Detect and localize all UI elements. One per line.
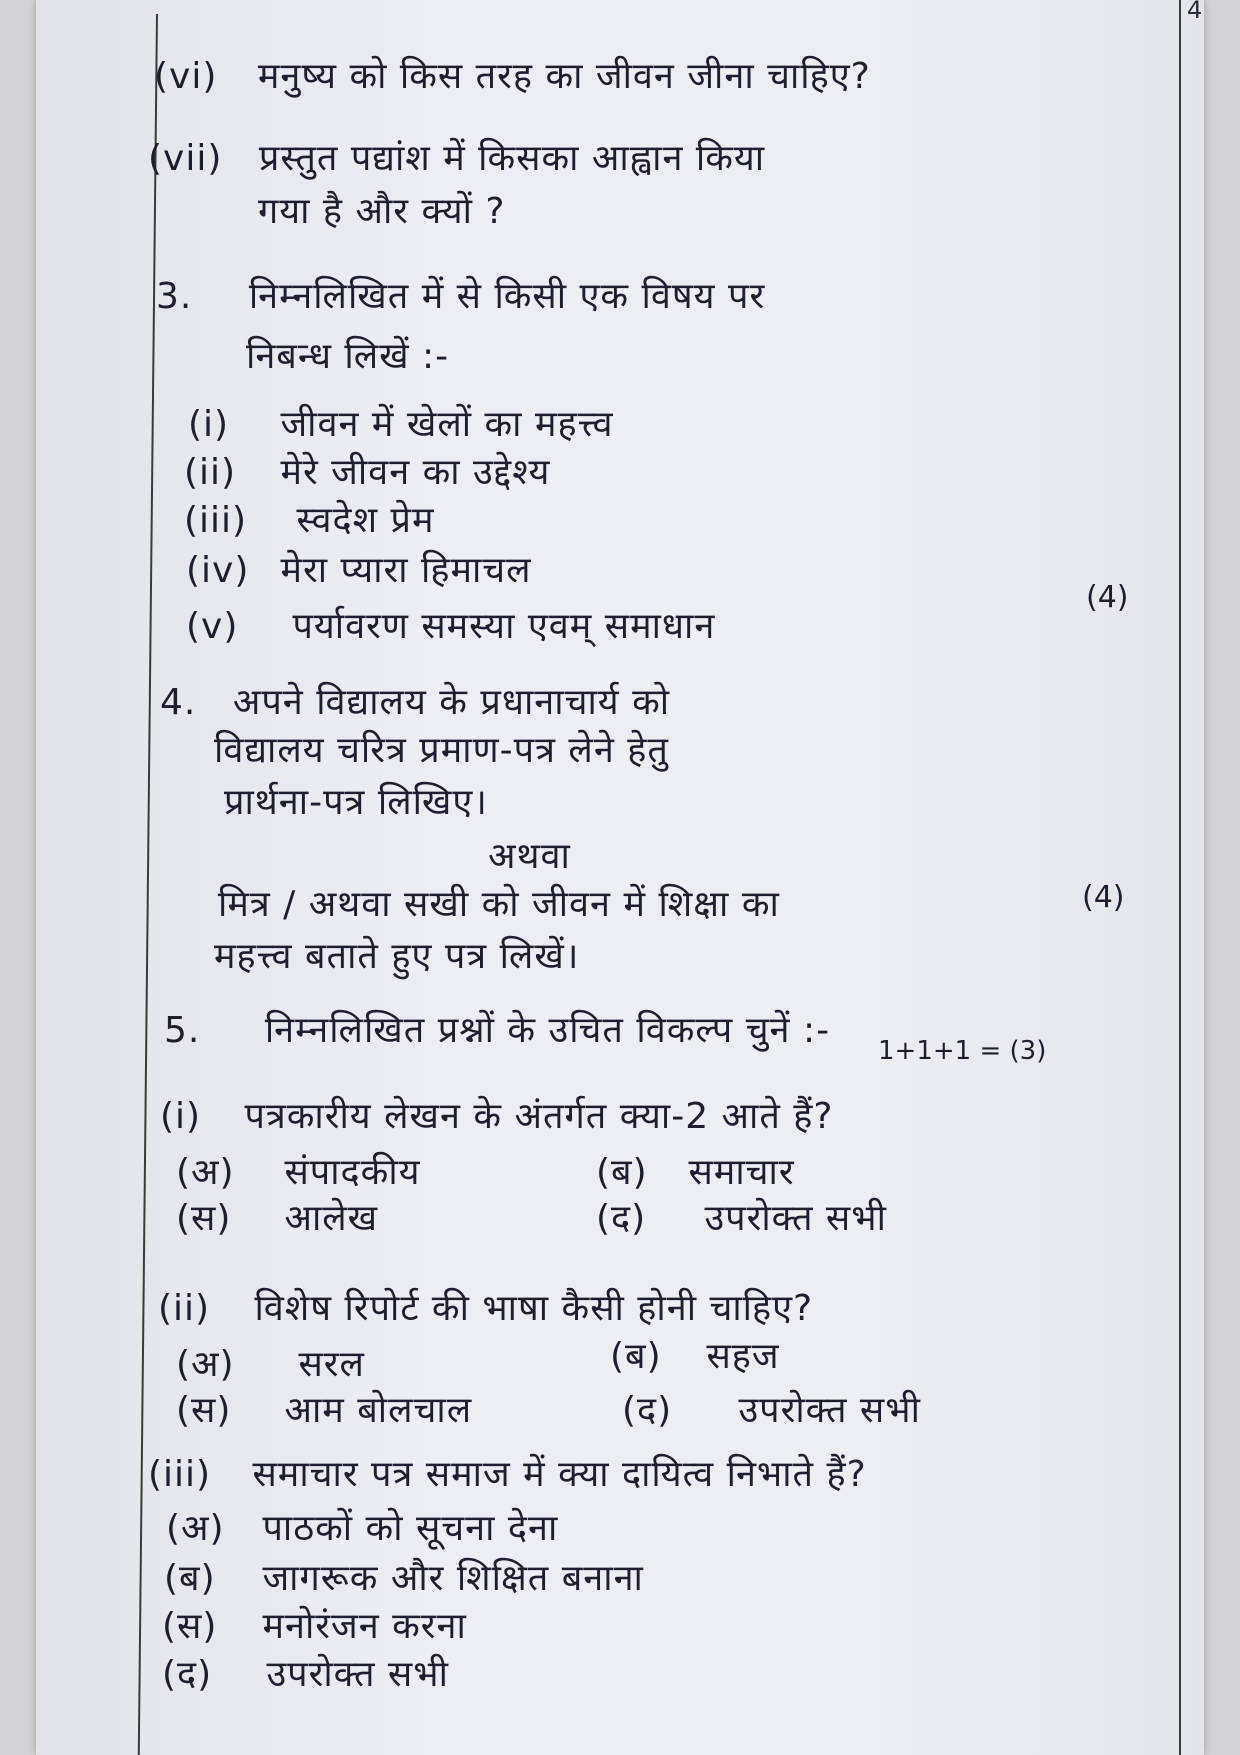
item-text: जीवन में खेलों का महत्त्व (280, 404, 614, 445)
item-number: (iii) (148, 1454, 212, 1495)
question-3-marks: (4) (1086, 580, 1129, 615)
question-text: अपने विद्यालय के प्रधानाचार्य को (232, 682, 671, 723)
mcq-i-option-c (176, 1192, 378, 1241)
essay-topic-iii (184, 494, 435, 543)
essay-topic-i (188, 398, 614, 447)
option-text: उपरोक्त सभी (704, 1198, 887, 1239)
item-text: पत्रकारीय लेखन के अंतर्गत क्या-2 आते हैं? (244, 1096, 834, 1137)
option-letter: (स) (162, 1606, 218, 1647)
item-number: (vii) (148, 138, 223, 179)
q2-sub-vii-continued: गया है और क्यों ? (258, 191, 506, 232)
mcq-iii-option-d (162, 1648, 449, 1697)
option-text: उपरोक्त सभी (266, 1654, 449, 1695)
mcq-ii-option-c (176, 1384, 472, 1433)
q2-sub-vi (154, 50, 871, 99)
option-letter: (ब) (596, 1152, 648, 1193)
essay-topic-iv (186, 544, 532, 593)
item-number: (vi) (154, 56, 218, 97)
option-letter: (स) (176, 1198, 232, 1239)
question-number: 5. (164, 1010, 201, 1051)
item-text: समाचार पत्र समाज में क्या दायित्व निभाते हैं? (252, 1454, 867, 1495)
mcq-ii-option-d (622, 1384, 921, 1433)
option-letter: (द) (162, 1654, 213, 1695)
option-letter: (स) (176, 1390, 232, 1431)
option-text: मनोरंजन करना (262, 1606, 467, 1647)
mcq-ii-option-a (176, 1338, 365, 1387)
mcq-i (160, 1090, 834, 1139)
question-3-continued: निबन्ध लिखें :- (246, 336, 450, 377)
item-text: प्रस्तुत पद्यांश में किसका आह्वान किया (258, 138, 766, 179)
item-number: (v) (186, 606, 239, 647)
mcq-iii-option-b (164, 1552, 644, 1601)
right-margin-line (1179, 0, 1181, 1755)
mcq-iii (148, 1448, 867, 1497)
option-letter: (ब) (610, 1336, 662, 1377)
page-number: 4 (1187, 0, 1203, 24)
item-number: (i) (188, 404, 230, 445)
item-text: पर्यावरण समस्या एवम् समाधान (292, 606, 716, 647)
item-text: मेरे जीवन का उद्देश्य (280, 452, 551, 493)
or-divider: अथवा (488, 836, 571, 877)
option-text: सहज (706, 1336, 780, 1377)
option-letter: (ब) (164, 1558, 216, 1599)
item-number: (ii) (184, 452, 237, 493)
essay-topic-v (186, 600, 715, 649)
question-number: 4. (160, 682, 197, 723)
mcq-ii (158, 1282, 813, 1331)
question-4 (160, 676, 670, 725)
question-text: निम्नलिखित में से किसी एक विषय पर (248, 276, 766, 317)
question-4-line-3: प्रार्थना-पत्र लिखिए। (224, 782, 488, 823)
mcq-i-option-a (176, 1146, 421, 1195)
option-letter: (अ) (176, 1152, 235, 1193)
question-4-alternative-line-2: महत्त्व बताते हुए पत्र लिखें। (214, 936, 580, 977)
question-4-line-2: विद्यालय चरित्र प्रमाण-पत्र लेने हेतु (214, 730, 669, 771)
question-3 (156, 270, 765, 319)
mcq-iii-option-a (166, 1502, 558, 1551)
question-5 (164, 1004, 830, 1053)
option-text: जागरूक और शिक्षित बनाना (262, 1558, 644, 1599)
item-number: (iv) (186, 550, 250, 591)
item-number: (iii) (184, 500, 248, 541)
option-text: उपरोक्त सभी (738, 1390, 921, 1431)
mcq-iii-option-c (162, 1600, 467, 1649)
mcq-i-option-d (596, 1192, 887, 1241)
option-text: संपादकीय (284, 1152, 421, 1193)
essay-topic-ii (184, 446, 550, 495)
question-4-alternative-line-1: मित्र / अथवा सखी को जीवन में शिक्षा का (218, 884, 780, 925)
option-letter: (अ) (166, 1508, 225, 1549)
option-text: आलेख (284, 1198, 379, 1239)
mcq-i-option-b (596, 1146, 795, 1195)
item-text: विशेष रिपोर्ट की भाषा कैसी होनी चाहिए? (254, 1288, 814, 1329)
question-5-marks: 1+1+1 = (3) (878, 1036, 1047, 1066)
option-text: सरल (298, 1344, 365, 1385)
option-letter: (द) (596, 1198, 647, 1239)
item-text: मेरा प्यारा हिमाचल (280, 550, 532, 591)
option-letter: (द) (622, 1390, 673, 1431)
item-number: (i) (160, 1096, 202, 1137)
option-letter: (अ) (176, 1344, 235, 1385)
item-text: मनुष्य को किस तरह का जीवन जीना चाहिए? (257, 56, 871, 97)
mcq-ii-option-b (610, 1330, 780, 1379)
exam-paper-sheet (36, 0, 1204, 1755)
q2-sub-vii (148, 132, 765, 181)
option-text: आम बोलचाल (284, 1390, 473, 1431)
item-text: स्वदेश प्रेम (296, 500, 435, 541)
question-text: निम्नलिखित प्रश्नों के उचित विकल्प चुनें :- (264, 1010, 831, 1051)
item-number: (ii) (158, 1288, 211, 1329)
option-text: पाठकों को सूचना देना (262, 1508, 559, 1549)
option-text: समाचार (688, 1152, 795, 1193)
question-4-marks: (4) (1082, 880, 1125, 915)
question-number: 3. (156, 276, 193, 317)
